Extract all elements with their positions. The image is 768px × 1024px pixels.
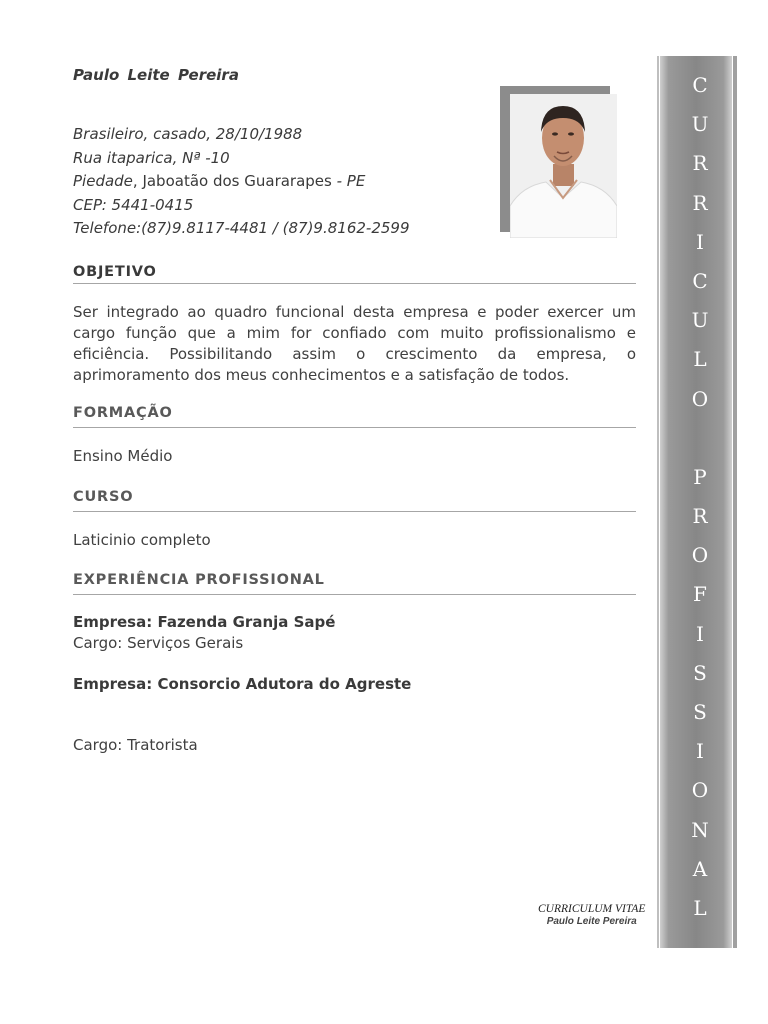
section-title-experiencia: EXPERIÊNCIA PROFISSIONAL	[73, 572, 325, 588]
info-address: Rua itaparica, Nª -10	[73, 148, 230, 167]
vertical-letter: I	[696, 621, 704, 646]
personal-info	[73, 123, 410, 241]
sidebar-border-right	[733, 56, 737, 948]
info-city	[73, 170, 410, 194]
vertical-letter: C	[692, 268, 708, 293]
empresa-1: Empresa: Fazenda Granja Sapé	[73, 613, 336, 631]
candidate-name: Paulo Leite Pereira	[73, 66, 239, 84]
divider-curso	[73, 511, 636, 512]
footer	[538, 903, 645, 927]
vertical-letter: A	[692, 856, 708, 881]
vertical-letter: U	[691, 112, 709, 137]
sidebar-border-left	[657, 56, 659, 948]
vertical-letter: L	[693, 895, 707, 920]
info-neighborhood: Piedade	[73, 172, 133, 190]
curso-text: Laticinio completo	[73, 531, 211, 549]
footer-name: Paulo Leite Pereira	[546, 916, 637, 927]
footer-title: CURRICULUM VITAE	[538, 903, 646, 915]
info-municipality: , Jaboatão dos Guararapes	[132, 172, 332, 190]
vertical-letter: O	[691, 543, 709, 568]
section-title-objetivo: OBJETIVO	[73, 264, 157, 280]
vertical-letter: R	[692, 504, 708, 529]
info-phone: Telefone:(87)9.8117-4481 / (87)9.8162-2599	[73, 219, 410, 237]
vertical-title	[680, 73, 720, 935]
divider-objetivo	[73, 283, 636, 284]
vertical-letter: I	[696, 229, 704, 254]
info-nationality: Brasileiro, casado, 28/10/1988	[73, 125, 303, 143]
section-title-curso: CURSO	[73, 489, 134, 505]
cargo-2: Cargo: Tratorista	[73, 736, 198, 754]
divider-formacao	[73, 427, 636, 428]
vertical-letter	[680, 426, 720, 465]
vertical-letter: L	[693, 347, 707, 372]
empresa-2: Empresa: Consorcio Adutora do Agreste	[73, 675, 412, 693]
vertical-letter: N	[691, 817, 709, 842]
section-title-formacao: FORMAÇÃO	[73, 405, 173, 421]
formacao-text: Ensino Médio	[73, 447, 173, 465]
info-state: - PE	[331, 172, 366, 190]
vertical-letter: R	[692, 190, 708, 215]
vertical-letter: R	[692, 151, 708, 176]
vertical-letter: F	[693, 582, 707, 607]
vertical-letter: O	[691, 386, 709, 411]
divider-experiencia	[73, 594, 636, 595]
vertical-letter: O	[691, 778, 709, 803]
vertical-letter: S	[693, 660, 707, 685]
info-cep: CEP: 5441-0415	[73, 195, 194, 214]
cargo-1: Cargo: Serviços Gerais	[73, 634, 244, 652]
objetivo-text: Ser integrado ao quadro funcional desta empresa e poder exercer um cargo função que a mim for confiado com muito profissionalismo e eficiência. Possibilitando assim o crescimento da empresa, o aprimoramento dos meus conhecimentos e a satisfação de todos.	[73, 303, 636, 384]
vertical-letter: P	[693, 464, 707, 489]
vertical-letter: C	[692, 73, 708, 97]
profile-photo	[510, 94, 617, 238]
vertical-letter: S	[693, 700, 707, 724]
vertical-letter: I	[696, 739, 704, 764]
vertical-letter: U	[691, 308, 709, 333]
